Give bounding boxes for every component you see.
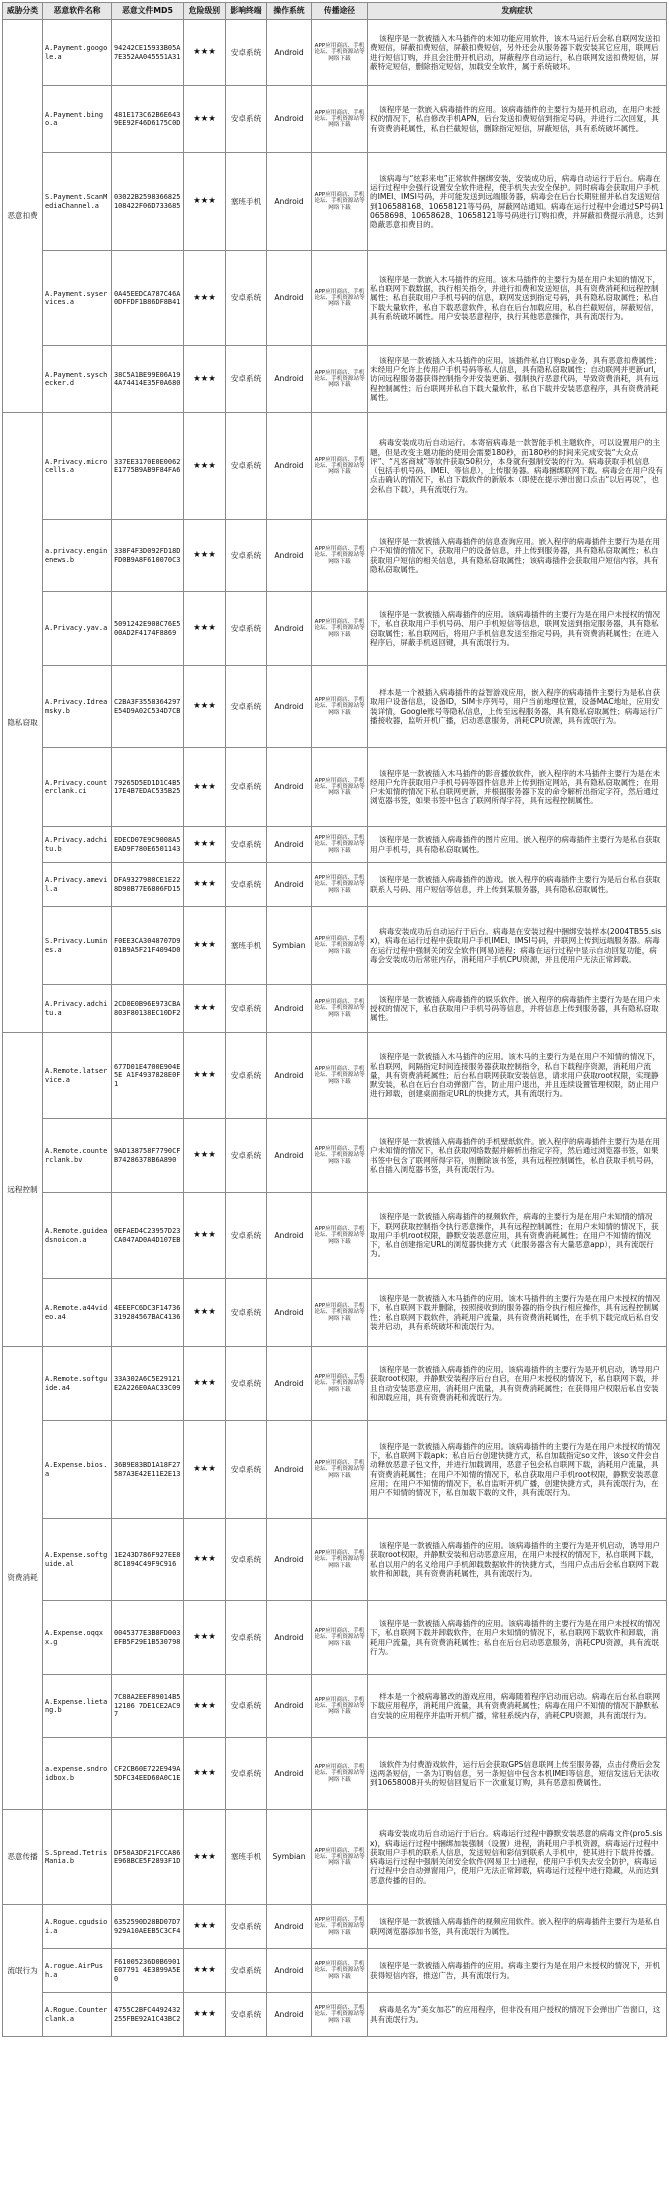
malware-name-cell: A.Privacy.microcells.a: [43, 413, 112, 520]
symptom-cell: 该程序是一款被插入病毒插件的信息查询应用。嵌入程序的病毒插件主要行为是在用户不知情的情况下，获取用户的设备信息，并上传到服务器，具有隐私窃取属性；私自获取用户短信的相关信息，具有隐私窃取属性；该病毒插件会获取用户短信内容，具有隐私窃取属性。: [368, 520, 667, 592]
channel-cell: APP应用商店、手机论坛、手机资源站等网络下载: [312, 827, 368, 863]
risk-level-cell: ★★★: [184, 1810, 226, 1905]
md5-cell: 338F4F3D092FD18DFD0B9A8F610070C3: [112, 520, 184, 592]
terminal-cell: 安卓系统: [226, 863, 267, 907]
md5-cell: F61005236D0B6901E07791 4E3899A5E0: [112, 1949, 184, 1993]
md5-cell: 4EEEFC6DC3F14736319284567BAC4136: [112, 1279, 184, 1347]
channel-cell: APP应用商店、手机论坛、手机资源站等网络下载: [312, 1519, 368, 1601]
terminal-cell: 安卓系统: [226, 666, 267, 748]
os-cell: Android: [267, 985, 312, 1033]
terminal-cell: 安卓系统: [226, 827, 267, 863]
malware-name-cell: A.Payment.syservices.a: [43, 251, 112, 346]
symptom-cell: 该程序是一款被插入木马插件的应用。该木马插件的主要行为是在用户未授权的情况下，私自联网下载并删除，按照接收到的服务器的指令执行相应操作，具有远程控制属性；私自联网下载软件，消耗用户流量，具有资费消耗属性，在手机下载完成后私自安装并启动，具有系统破坏和流氓行为。: [368, 1279, 667, 1347]
table-row: [3, 346, 667, 413]
table-row: [3, 1421, 667, 1519]
risk-level-cell: ★★★: [184, 907, 226, 985]
risk-level-cell: ★★★: [184, 1601, 226, 1675]
os-cell: Android: [267, 1601, 312, 1675]
symptom-cell: 该程序是一款嵌入病毒插件的应用。该病毒插件的主要行为是开机启动，在用户未授权的情况下，私自修改手机APN，后台发送扣费短信到指定号码，并进行二次回复，具有资费消耗属性，私自拦截短信，删除指定短信，屏蔽短信，具有系统破坏属性。: [368, 86, 667, 153]
risk-level-cell: ★★★: [184, 592, 226, 666]
channel-cell: APP应用商店、手机论坛、手机资源站等网络下载: [312, 520, 368, 592]
malware-name-cell: A.Remote.latservice.a: [43, 1033, 112, 1119]
os-cell: Android: [267, 1519, 312, 1601]
md5-cell: 0EFAED4C23957D23CA047AD0A4D107EB: [112, 1193, 184, 1279]
header-channel: 传播途径: [312, 3, 368, 20]
symptom-cell: 病毒安装成功后自动运行。本寄宿病毒是一款智能手机主题软件，可以设置用户的主题，但是改变主题功能的使用会需要180秒，而180秒的时间来完成安装“大众点评”、“凡客商城”等软件获取50积分，本身就有强制安装的行为。病毒获取手机信息（包括手机号码、IMEI、等信息），上传服务器。病毒捆绑联网下载。病毒会在用户没有点击确认的情况下，私自下载软件的新版本（即使在提示弹出窗口点击“以后再说”，也会私自下载），具有流氓行为。: [368, 413, 667, 520]
md5-cell: 0045377E3B8FD003EFB5F29E1B530798: [112, 1601, 184, 1675]
channel-cell: APP应用商店、手机论坛、手机资源站等网络下载: [312, 1675, 368, 1738]
md5-cell: 33A302A6C5E29121E2A226E0AAC33C09: [112, 1347, 184, 1421]
os-cell: Android: [267, 1421, 312, 1519]
md5-cell: 6352590D28BD07D7929A10AEEB5C3CF4: [112, 1905, 184, 1949]
channel-cell: APP应用商店、手机论坛、手机资源站等网络下载: [312, 1738, 368, 1810]
header-terminal: 影响终端: [226, 3, 267, 20]
os-cell: Android: [267, 666, 312, 748]
risk-level-cell: ★★★: [184, 827, 226, 863]
os-cell: Android: [267, 153, 312, 251]
os-cell: Android: [267, 592, 312, 666]
channel-cell: APP应用商店、手机论坛、手机资源站等网络下载: [312, 985, 368, 1033]
md5-cell: DF50A3DF21FCCA86E968BCE5F2893F1D: [112, 1810, 184, 1905]
symptom-cell: 该程序是一款被插入木马插件的应用。该木马的主要行为是在用户不知情的情况下，私自联网，间隔指定时间连接服务器获取控制指令，私自下载程序资源，消耗用户流量，具有资费消耗属性；后台私自联网获取安装信息，请求用户获取root权限，实现静默安装，私自在后台自动弹窗广告，防止用户退出，并且连续设置管理权限，防止用户进行卸载，创建桌面指定URL的快捷方式，具有流氓行为。: [368, 1033, 667, 1119]
terminal-cell: 安卓系统: [226, 1949, 267, 1993]
malware-table: [2, 2, 667, 2037]
md5-cell: 337EE3170E0E0062E1775B9AB9F84FA6: [112, 413, 184, 520]
risk-level-cell: ★★★: [184, 346, 226, 413]
malware-name-cell: A.Remote.counterclank.bv: [43, 1119, 112, 1193]
os-cell: Android: [267, 1905, 312, 1949]
symptom-cell: 该病毒与“炫彩来电”正常软件捆绑安装，安装成功后，病毒自动运行于后台。病毒在运行过程中会强行设置安全软件进程，使手机失去安全保护。同时病毒会获取用户手机的IMEI、IMSI号码，并可能发送到远端服务器，病毒会在后台长期驻留并私自发送短信到106588168、10658121等号码，屏蔽网站通知。病毒在运行过程中会通过SP号码10658698、10658628、10658121等号码进行订购扣费，并屏蔽扣费提示消息，达到隐蔽恶意扣费目的。: [368, 153, 667, 251]
risk-level-cell: ★★★: [184, 1993, 226, 2037]
symptom-cell: 病毒是名为“美女加芯”的应用程序，但非没有用户授权的情况下会弹出广告窗口，这具有流氓行为。: [368, 1993, 667, 2037]
md5-cell: 5091242E908C76E500AD2F4174F8869: [112, 592, 184, 666]
channel-cell: APP应用商店、手机论坛、手机资源站等网络下载: [312, 413, 368, 520]
table-row: [3, 1601, 667, 1675]
md5-cell: 94242CE15933B05A7E352AA045551A31: [112, 20, 184, 86]
os-cell: Android: [267, 86, 312, 153]
symptom-cell: 该程序是一款被插入病毒插件的应用。该病毒插件的主要行为是在用户未授权的情况下，私自联网下载并卸载软件，在用户未知情的情况下，私自联网下载软件和卸载，消耗用户流量，具有资费消耗属性；私自在后台启动恶意服务，消耗CPU资源，具有流氓行为。: [368, 1601, 667, 1675]
malware-name-cell: A.Payment.googole.a: [43, 20, 112, 86]
symptom-cell: 该程序是一款被插入病毒插件的游戏。嵌入程序的病毒插件主要行为是后台私自获取联系人号码、用户短信等信息，并上传到某服务器，具有隐私窃取属性。: [368, 863, 667, 907]
os-cell: Android: [267, 1993, 312, 2037]
table-row: [3, 985, 667, 1033]
risk-level-cell: ★★★: [184, 86, 226, 153]
os-cell: Android: [267, 1347, 312, 1421]
symptom-cell: 该程序是一款被插入病毒插件的图片应用。嵌入程序的病毒插件主要行为是私自获取用户手机号，具有隐私窃取属性。: [368, 827, 667, 863]
malware-name-cell: A.Payment.bingo.a: [43, 86, 112, 153]
table-row: [3, 1279, 667, 1347]
os-cell: Android: [267, 346, 312, 413]
terminal-cell: 塞班手机: [226, 1810, 267, 1905]
channel-cell: APP应用商店、手机论坛、手机资源站等网络下载: [312, 748, 368, 827]
category-cell: 隐私窃取: [3, 413, 43, 1033]
risk-level-cell: ★★★: [184, 1347, 226, 1421]
os-cell: Android: [267, 748, 312, 827]
md5-cell: 7C88A2EEF89014B512106 7DE1CE2AC97: [112, 1675, 184, 1738]
table-row: [3, 153, 667, 251]
channel-cell: APP应用商店、手机论坛、手机资源站等网络下载: [312, 1601, 368, 1675]
risk-level-cell: ★★★: [184, 153, 226, 251]
malware-name-cell: A.Privacy.adchitu.b: [43, 827, 112, 863]
symptom-cell: 该软件为付费游戏软件，运行后会获取GPS信息联网上传至服务器，点击付费后会发送两条短信，一条为订购信息，另一条短信中包含本机IMEI等信息，短信发送后无法收到10658008开头的短信回复后下一次重复订购，具有恶意扣费属性。: [368, 1738, 667, 1810]
os-cell: Symbian: [267, 1810, 312, 1905]
symptom-cell: 该程序是一款被插入病毒插件的应用。该病毒插件的主要行为是开机启动，诱导用户获取root权限，并静默安装和启动恶意应用，在用户未授权的情况下，私自联网下载，私自以用户的名义给用户手机卸载数据软件的快捷方式，当用户点击后会私自联网下载软件和卸载，具有资费消耗属性，具有流氓行为。: [368, 1519, 667, 1601]
channel-cell: APP应用商店、手机论坛、手机资源站等网络下载: [312, 153, 368, 251]
header-symptom: 发病症状: [368, 3, 667, 20]
channel-cell: APP应用商店、手机论坛、手机资源站等网络下载: [312, 1905, 368, 1949]
channel-cell: APP应用商店、手机论坛、手机资源站等网络下载: [312, 666, 368, 748]
table-row: [3, 1119, 667, 1193]
os-cell: Android: [267, 863, 312, 907]
table-row: [3, 666, 667, 748]
symptom-cell: 该程序是一款被插入病毒插件的应用。该病毒插件的主要行为是在用户未授权的情况下，私自联网下载apk；私自后台创建快捷方式，私自加载指定so文件，该so文件会自动释放恶意子包文件，并进行加载调用，恶意子包会私自联网下载，消耗用户流量，具有资费消耗属性；在用户不知情的情况下，私自获取用户手机root权限，静默安装恶意应用；在用户不知情的情况下，私自监听开机广播，创建快捷方式，具有流氓行为，在用户不知情的情况下，私自加载下载的文件，具有流氓行为。: [368, 1421, 667, 1519]
channel-cell: APP应用商店、手机论坛、手机资源站等网络下载: [312, 251, 368, 346]
os-cell: Android: [267, 827, 312, 863]
malware-name-cell: A.Expense.softguide.al: [43, 1519, 112, 1601]
table-row: [3, 1347, 667, 1421]
table-row: [3, 1949, 667, 1993]
terminal-cell: 安卓系统: [226, 1119, 267, 1193]
table-row: [3, 1993, 667, 2037]
os-cell: Android: [267, 20, 312, 86]
os-cell: Android: [267, 1119, 312, 1193]
header-category: 威胁分类: [3, 3, 43, 20]
channel-cell: APP应用商店、手机论坛、手机资源站等网络下载: [312, 20, 368, 86]
risk-level-cell: ★★★: [184, 1905, 226, 1949]
category-cell: 恶意扣费: [3, 20, 43, 413]
md5-cell: 677D01E4700E904E5E A1F4937828E0F1: [112, 1033, 184, 1119]
os-cell: Android: [267, 1193, 312, 1279]
md5-cell: EDECD07E9C9008A5EAD9F780E6501143: [112, 827, 184, 863]
md5-cell: 38C5A1BE99E06A194A74414E35F0A680: [112, 346, 184, 413]
os-cell: Android: [267, 413, 312, 520]
terminal-cell: 安卓系统: [226, 86, 267, 153]
table-row: [3, 863, 667, 907]
terminal-cell: 安卓系统: [226, 1519, 267, 1601]
os-cell: Android: [267, 1033, 312, 1119]
terminal-cell: 安卓系统: [226, 20, 267, 86]
risk-level-cell: ★★★: [184, 985, 226, 1033]
symptom-cell: 样本是一个被插入病毒插件的益智游戏应用，嵌入程序的病毒插件主要行为是私自获取用户设备信息，设备ID，SIM卡序列号，用户当前地理位置，设备MAC地址，应用安装详情，Google账号等隐私信息，上传至远程服务器，具有隐私窃取属性；病毒运行广播接收器，监听开机广播，启动恶意服务，消耗CPU资源，具有流氓行为。: [368, 666, 667, 748]
md5-cell: 03022B2598366825108422F06D733685: [112, 153, 184, 251]
terminal-cell: 安卓系统: [226, 748, 267, 827]
malware-name-cell: a.expense.sndroidbox.b: [43, 1738, 112, 1810]
table-row: [3, 251, 667, 346]
malware-name-cell: A.Remote.guideadsnoicon.a: [43, 1193, 112, 1279]
terminal-cell: 安卓系统: [226, 1421, 267, 1519]
channel-cell: APP应用商店、手机论坛、手机资源站等网络下载: [312, 86, 368, 153]
risk-level-cell: ★★★: [184, 1949, 226, 1993]
table-row: [3, 827, 667, 863]
risk-level-cell: ★★★: [184, 1675, 226, 1738]
header-risk-level: 危险级别: [184, 3, 226, 20]
symptom-cell: 该程序是一款被插入木马插件的应用。该插件私自订购sp业务，具有恶意扣费属性；未经用户允许上传用户手机号码等私人信息，具有隐私窃取属性；自动联网并更新url，访问远程服务器获得控制指令并安装更新、强制执行恶意代码，导致资费消耗，具有远程控制属性；后台联网并私自下载大量软件，私自下载并安装恶意程序，具有资费消耗属性。: [368, 346, 667, 413]
terminal-cell: 塞班手机: [226, 153, 267, 251]
channel-cell: APP应用商店、手机论坛、手机资源站等网络下载: [312, 1949, 368, 1993]
table-row: [3, 413, 667, 520]
malware-name-cell: A.Privacy.Idreamsky.b: [43, 666, 112, 748]
md5-cell: 481E173C62B6E6439EE92F46D6175C0D: [112, 86, 184, 153]
md5-cell: 0A45EEDCA787C46A0DFFDF1B86DF8B41: [112, 251, 184, 346]
risk-level-cell: ★★★: [184, 1193, 226, 1279]
terminal-cell: 安卓系统: [226, 251, 267, 346]
risk-level-cell: ★★★: [184, 863, 226, 907]
os-cell: Android: [267, 251, 312, 346]
symptom-cell: 病毒安装成功后自动运行于后台。病毒是在安装过程中捆绑安装样本(2004TB55.sisx)，病毒在运行过程中获取用户手机IMEI、IMSI号码，并联网上传到远端服务器。病毒在运行过程中强制关闭安全软件(网易)进程；病毒在运行过程中显示自动回复功能，病毒会安装成功后常驻内存，消耗用户手机CPU资源，并且使用户无法正常卸载。: [368, 907, 667, 985]
table-header-row: [3, 3, 667, 20]
symptom-cell: 样本是一个被病毒篡改的游戏应用，病毒随着程序启动而启动。病毒在后台私自联网下载应用程序，消耗用户流量，具有资费消耗属性；病毒在用户不知情的情况下静默私自安装的应用程序并监听开机广播，常驻系统内存，消耗CPU资源，具有流氓行为。: [368, 1675, 667, 1738]
symptom-cell: 该程序是一款被插入木马插件的未知功能应用软件，该木马运行后会私自联网发送扣费短信，屏蔽扣费短信，屏蔽扣费短信，另外还会从服务器下载安装其它应用，联网后进行短信订购，并且会注册开机启动，屏蔽程序自动运行，私自联网发送扣费短信，屏蔽特定短信，删除指定短信，加载安全软件，属于系统破坏。: [368, 20, 667, 86]
table-row: [3, 748, 667, 827]
table-row: [3, 20, 667, 86]
malware-name-cell: A.Expense.bios.a: [43, 1421, 112, 1519]
terminal-cell: 安卓系统: [226, 1905, 267, 1949]
malware-name-cell: A.Expense.lietang.b: [43, 1675, 112, 1738]
malware-name-cell: A.Remote.softguide.a4: [43, 1347, 112, 1421]
category-cell: 流氓行为: [3, 1905, 43, 2037]
risk-level-cell: ★★★: [184, 666, 226, 748]
terminal-cell: 安卓系统: [226, 1738, 267, 1810]
risk-level-cell: ★★★: [184, 1279, 226, 1347]
malware-name-cell: A.Payment.syschecker.d: [43, 346, 112, 413]
symptom-cell: 该程序是一款嵌入木马插件的应用。该木马插件的主要行为是在用户未知的情况下，私自联网下载数据，执行相关指令，并进行扣费和发送短信，具有资费消耗和远程控制属性；私自获取用户手机号码的信息，联网发送到指定号码，具有隐私窃取属性；私自下载大量软件，私自下载恶意软件，私自在后台加载应用，私自拦截短信，屏蔽短信，具有系统破坏属性。用户安装恶意程序，执行其他恶意操作，具有流氓行为。: [368, 251, 667, 346]
symptom-cell: 该程序是一款被插入木马插件的影音播放软件，嵌入程序的木马插件主要行为是在未经用户允许获取用户手机号码等固件信息并上传到指定网站，具有隐私窃取属性；在用户未知情的情况下私自联网更新，并根据服务器下发的命令解析出指定字符，然后通过浏览器书签，如果书签中包含了联网所得字符，具有远程控制属性。: [368, 748, 667, 827]
terminal-cell: 安卓系统: [226, 1601, 267, 1675]
symptom-cell: 该程序是一款被插入病毒插件的应用。病毒主要行为是在用户未授权的情况下，开机获得短信内容，推送广告，具有流氓行为。: [368, 1949, 667, 1993]
channel-cell: APP应用商店、手机论坛、手机资源站等网络下载: [312, 1347, 368, 1421]
risk-level-cell: ★★★: [184, 1421, 226, 1519]
header-os: 操作系统: [267, 3, 312, 20]
terminal-cell: 安卓系统: [226, 1033, 267, 1119]
malware-name-cell: A.Privacy.adchitu.a: [43, 985, 112, 1033]
md5-cell: DFA9327980CE1E228D90B77E6806FD15: [112, 863, 184, 907]
symptom-cell: 该程序是一款被插入病毒插件的应用。该病毒插件的主要行为是在用户未授权的情况下，私自获取用户手机号码、用户手机短信等信息，联网发送到指定服务器，具有隐私窃取属性；私自联网后，将用户手机信息发送至指定号码，具有资费消耗属性；在进入程序后，屏蔽手机返回键，具有流氓行为。: [368, 592, 667, 666]
table-row: [3, 592, 667, 666]
terminal-cell: 安卓系统: [226, 985, 267, 1033]
risk-level-cell: ★★★: [184, 1738, 226, 1810]
symptom-cell: 该程序是一款被插入病毒插件的娱乐软件。嵌入程序的病毒插件主要行为是在用户未授权的情况下，私自获取用户手机号码等信息，并将信息上传到服务器，具有隐私窃取属性。: [368, 985, 667, 1033]
risk-level-cell: ★★★: [184, 251, 226, 346]
channel-cell: APP应用商店、手机论坛、手机资源站等网络下载: [312, 1279, 368, 1347]
malware-name-cell: A.Remote.a44video.a4: [43, 1279, 112, 1347]
malware-name-cell: A.Rogue.cgudsioi.a: [43, 1905, 112, 1949]
symptom-cell: 该程序是一款被插入病毒插件的应用。该病毒插件的主要行为是开机启动，诱导用户获取root权限，并静默安装程序后台自启，在用户未授权的情况下，私自联网下载，并且自动安装恶意应用，消耗用户流量，具有资费消耗属性；在获得用户权限后私自安装和卸载应用，具有资费消耗和流氓行为。: [368, 1347, 667, 1421]
malware-name-cell: S.Spread.TetrisMania.b: [43, 1810, 112, 1905]
md5-cell: CF2CB60E722E949A5DFC34EED60A0C1E: [112, 1738, 184, 1810]
md5-cell: 4755C2BFC4492432255FBE92A1C43BC2: [112, 1993, 184, 2037]
risk-level-cell: ★★★: [184, 20, 226, 86]
channel-cell: APP应用商店、手机论坛、手机资源站等网络下载: [312, 863, 368, 907]
table-row: [3, 1905, 667, 1949]
channel-cell: APP应用商店、手机论坛、手机资源站等网络下载: [312, 907, 368, 985]
md5-cell: F0EE3CA3048707D901B9A5F21F4094D0: [112, 907, 184, 985]
md5-cell: 9AD138758F7790CFB74286378B6A890: [112, 1119, 184, 1193]
symptom-cell: 该程序是一款被插入病毒插件的视频应用软件。嵌入程序的病毒插件主要行为是私自联网浏览器添加书签，具有流氓行为属性。: [368, 1905, 667, 1949]
malware-name-cell: A.rogue.AirPush.a: [43, 1949, 112, 1993]
malware-name-cell: a.privacy.enginenews.b: [43, 520, 112, 592]
os-cell: Android: [267, 1738, 312, 1810]
symptom-cell: 该程序是一款被插入病毒插件的手机壁纸软件。嵌入程序的病毒插件主要行为是在用户未知情的情况下，私自获取网络数据并解析出指定字符，然后通过浏览器书签，如果书签中包含了联网所得字符，则删除该书签，具有远程控制属性，私自获取手机号码，私自插入浏览器书签，具有流氓行为。: [368, 1119, 667, 1193]
malware-name-cell: S.Privacy.Lumines.a: [43, 907, 112, 985]
md5-cell: 79265D5ED1D1C4B517E4B7EDAC535B25: [112, 748, 184, 827]
table-row: [3, 520, 667, 592]
os-cell: Android: [267, 1949, 312, 1993]
terminal-cell: 安卓系统: [226, 1347, 267, 1421]
channel-cell: APP应用商店、手机论坛、手机资源站等网络下载: [312, 1810, 368, 1905]
risk-level-cell: ★★★: [184, 1033, 226, 1119]
category-cell: 恶意传播: [3, 1810, 43, 1905]
os-cell: Symbian: [267, 907, 312, 985]
risk-level-cell: ★★★: [184, 1119, 226, 1193]
table-row: [3, 1193, 667, 1279]
channel-cell: APP应用商店、手机论坛、手机资源站等网络下载: [312, 1033, 368, 1119]
channel-cell: APP应用商店、手机论坛、手机资源站等网络下载: [312, 592, 368, 666]
os-cell: Android: [267, 1675, 312, 1738]
channel-cell: APP应用商店、手机论坛、手机资源站等网络下载: [312, 1993, 368, 2037]
risk-level-cell: ★★★: [184, 748, 226, 827]
md5-cell: 1E243D786F927EE88C1894C49F9C916: [112, 1519, 184, 1601]
terminal-cell: 安卓系统: [226, 1193, 267, 1279]
terminal-cell: 安卓系统: [226, 1279, 267, 1347]
malware-name-cell: S.Payment.ScanMediaChannel.a: [43, 153, 112, 251]
table-row: [3, 1519, 667, 1601]
terminal-cell: 安卓系统: [226, 413, 267, 520]
risk-level-cell: ★★★: [184, 1519, 226, 1601]
md5-cell: 2CD0E0B96E973CBA803F80138EC10DF2: [112, 985, 184, 1033]
table-row: [3, 1675, 667, 1738]
terminal-cell: 塞班手机: [226, 907, 267, 985]
category-cell: 资费消耗: [3, 1347, 43, 1810]
header-malware-name: 恶意软件名称: [43, 3, 112, 20]
channel-cell: APP应用商店、手机论坛、手机资源站等网络下载: [312, 1421, 368, 1519]
malware-name-cell: A.Expense.oqqxx.g: [43, 1601, 112, 1675]
malware-name-cell: A.Privacy.counterclank.ci: [43, 748, 112, 827]
symptom-cell: 病毒安装成功后自动运行于后台。病毒运行过程中静默安装恶意的病毒文件(pro5.sisx)，病毒运行过程中捆绑加装强制（设置）进程，消耗用户手机资源，病毒运行过程中获取用户手机的联系人信息，发送短信和彩信到联系人手机中，使其进行下载并传播。病毒运行过程中强制关闭安全软件(网易卫士)进程，使用户手机失去安全防护，病毒运行过程中会自动弹窗用户，使用户无法正常卸载，病毒运行过程中进行隐藏，从而达到恶意传播的目的。: [368, 1810, 667, 1905]
terminal-cell: 安卓系统: [226, 592, 267, 666]
os-cell: Android: [267, 520, 312, 592]
os-cell: Android: [267, 1279, 312, 1347]
risk-level-cell: ★★★: [184, 520, 226, 592]
risk-level-cell: ★★★: [184, 413, 226, 520]
table-row: [3, 1738, 667, 1810]
md5-cell: C2BA3F3558364297E54D9A02C534D7CB: [112, 666, 184, 748]
category-cell: 远程控制: [3, 1033, 43, 1347]
table-row: [3, 86, 667, 153]
terminal-cell: 安卓系统: [226, 1675, 267, 1738]
header-md5: 恶意文件MD5: [112, 3, 184, 20]
md5-cell: 36B9E83BD1A18F27587A3E42E11E2E13: [112, 1421, 184, 1519]
channel-cell: APP应用商店、手机论坛、手机资源站等网络下载: [312, 1119, 368, 1193]
channel-cell: APP应用商店、手机论坛、手机资源站等网络下载: [312, 346, 368, 413]
channel-cell: APP应用商店、手机论坛、手机资源站等网络下载: [312, 1193, 368, 1279]
malware-name-cell: A.Privacy.amevil.a: [43, 863, 112, 907]
symptom-cell: 该程序是一款被插入病毒插件的视频软件，病毒的主要行为是在用户未知情的情况下，联网获取控制指令执行恶意操作，具有远程控制属性；在用户未知情的情况下，获取用户手机root权限，静默安装恶意应用，具有资费消耗属性；在用户不知情的情况下，私自创建指定URL的浏览器快捷方式（此服务器含有大量恶意app），具有流氓行为。: [368, 1193, 667, 1279]
table-row: [3, 1033, 667, 1119]
table-body: [3, 20, 667, 2037]
terminal-cell: 安卓系统: [226, 1993, 267, 2037]
table-row: [3, 1810, 667, 1905]
table-row: [3, 907, 667, 985]
malware-name-cell: A.Privacy.yav.a: [43, 592, 112, 666]
malware-name-cell: A.Rogue.Counterclank.a: [43, 1993, 112, 2037]
terminal-cell: 安卓系统: [226, 520, 267, 592]
terminal-cell: 安卓系统: [226, 346, 267, 413]
